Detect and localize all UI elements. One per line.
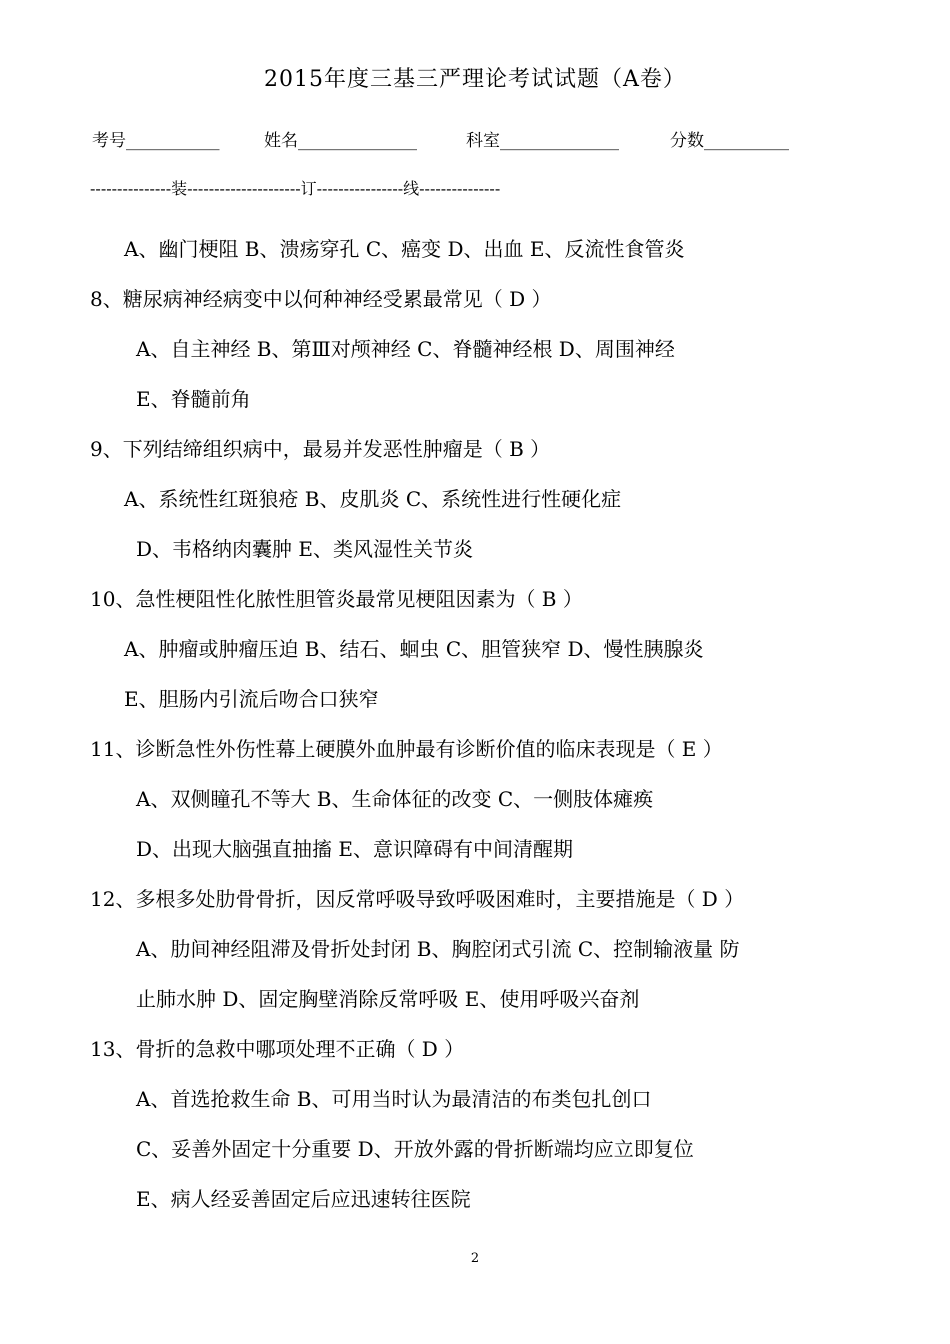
name-field: 姓名______________ — [264, 131, 417, 151]
binding-line: ---------------装---------------------订----------------线--------------- — [90, 179, 501, 198]
question-11: 11、诊断急性外伤性幕上硬膜外血肿最有诊断价值的临床表现是（ E ） — [90, 737, 723, 761]
exam-number-field: 考号___________ — [92, 131, 220, 151]
question-8-options-cont: E、脊髓前角 — [136, 387, 251, 411]
question-12-options: A、肋间神经阻滞及骨折处封闭 B、胸腔闭式引流 C、控制输液量 防 — [136, 937, 740, 961]
question-11-options-cont: D、出现大脑强直抽搐 E、意识障碍有中间清醒期 — [136, 837, 573, 861]
question-10: 10、急性梗阻性化脓性胆管炎最常见梗阻因素为（ B ） — [90, 587, 583, 611]
page-title: 2015年度三基三严理论考试试题（A卷） — [264, 67, 686, 92]
question-9-options: A、系统性红斑狼疮 B、皮肌炎 C、系统性进行性硬化症 — [124, 487, 622, 511]
question-9-options-cont: D、韦格纳肉囊肿 E、类风湿性关节炎 — [136, 537, 473, 561]
question-9: 9、下列结缔组织病中，最易并发恶性肿瘤是（ B ） — [90, 437, 551, 461]
question-13: 13、骨折的急救中哪项处理不正确（ D ） — [90, 1037, 465, 1061]
question-8-options: A、自主神经 B、第Ⅲ对颅神经 C、脊髓神经根 D、周围神经 — [136, 337, 675, 361]
question-13-options-cont: C、妥善外固定十分重要 D、开放外露的骨折断端均应立即复位 — [136, 1137, 694, 1161]
department-field: 科室______________ — [466, 131, 619, 151]
question-7-options: A、幽门梗阻 B、溃疡穿孔 C、癌变 D、出血 E、反流性食管炎 — [124, 237, 685, 261]
question-10-options-cont: E、胆肠内引流后吻合口狭窄 — [124, 687, 379, 711]
question-12-options-cont: 止肺水肿 D、固定胸壁消除反常呼吸 E、使用呼吸兴奋剂 — [136, 987, 640, 1011]
score-field: 分数__________ — [670, 131, 789, 151]
question-12: 12、多根多处肋骨骨折，因反常呼吸导致呼吸困难时，主要措施是（ D ） — [90, 887, 745, 911]
question-10-options: A、肿瘤或肿瘤压迫 B、结石、蛔虫 C、胆管狭窄 D、慢性胰腺炎 — [124, 637, 704, 661]
page-number: 2 — [470, 1251, 480, 1266]
question-13-options-end: E、病人经妥善固定后应迅速转往医院 — [136, 1187, 471, 1211]
question-8: 8、糖尿病神经病变中以何种神经受累最常见（ D ） — [90, 287, 552, 311]
question-13-options: A、首选抢救生命 B、可用当时认为最清洁的布类包扎创口 — [136, 1087, 652, 1111]
question-11-options: A、双侧瞳孔不等大 B、生命体征的改变 C、一侧肢体瘫痪 — [136, 787, 654, 811]
